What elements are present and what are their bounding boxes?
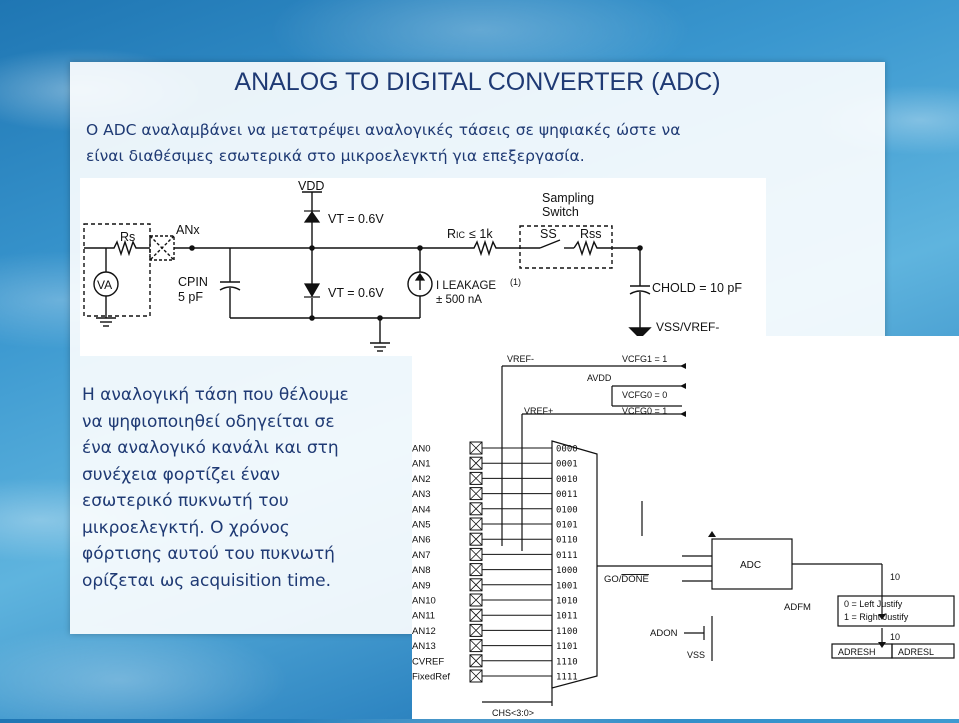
- mux-code-label: 1111: [556, 672, 578, 683]
- adresl-label: ADRESL: [898, 647, 935, 657]
- channel-pin-cross: [470, 548, 482, 560]
- vt-top-label: VT = 0.6V: [328, 212, 384, 226]
- intro-paragraph: [86, 117, 866, 169]
- mux-code-label: 0101: [556, 520, 578, 531]
- ric-value: ≤ 1k: [469, 227, 493, 241]
- mux-code-label: 0000: [556, 444, 578, 455]
- channel-label: AN4: [412, 504, 431, 516]
- go-label: GO/: [604, 574, 622, 585]
- adon-label: ADON: [650, 628, 678, 639]
- chold-label: CHOLD = 10 pF: [652, 281, 742, 295]
- channel-pin-cross: [470, 579, 482, 591]
- leakage-note: (1): [510, 277, 521, 287]
- channel-pin-cross: [470, 518, 482, 530]
- vss-label: VSS/VREF-: [656, 320, 720, 334]
- ric-label: R: [447, 227, 457, 241]
- slide-title: ANALOG TO DIGITAL CONVERTER (ADC): [234, 68, 721, 96]
- mux-code-label: 1010: [556, 596, 578, 607]
- cpin-label: CPIN: [178, 275, 208, 289]
- channel-pin-cross: [470, 609, 482, 621]
- body-line: συνέχεια φορτίζει έναν: [82, 464, 281, 485]
- vss-label-adc: VSS: [687, 650, 706, 660]
- adc-block-diagram: [412, 336, 959, 719]
- vcfg0-b-label: VCFG0 = 1: [622, 406, 668, 416]
- channel-pin-cross: [470, 624, 482, 636]
- right-justify-label: 1 = Right Justify: [844, 612, 909, 622]
- channel-label: AN10: [412, 595, 436, 607]
- channel-label: AN1: [412, 458, 431, 470]
- mux-code-label: 1001: [556, 581, 578, 592]
- channel-pin-cross: [470, 503, 482, 515]
- left-justify-label: 0 = Left Justify: [844, 599, 903, 609]
- channel-pin-cross: [470, 457, 482, 469]
- channel-pin-cross: [470, 472, 482, 484]
- switch-label: Switch: [542, 205, 579, 219]
- channel-pin-cross: [470, 655, 482, 667]
- done-label: DONE: [621, 574, 649, 585]
- mux-code-label: 1110: [556, 657, 578, 668]
- channel-label: AN0: [412, 443, 431, 455]
- rs-label: Rs: [120, 230, 136, 244]
- body-line: να ψηφιοποιηθεί οδηγείται σε: [82, 411, 335, 432]
- channel-pin-cross: [470, 533, 482, 545]
- channel-label: AN11: [412, 610, 436, 622]
- channel-label: AN8: [412, 565, 431, 577]
- body-line: μικροελεγκτή. Ο χρόνος: [82, 517, 290, 538]
- body-line: φόρτισης αυτού του πυκνωτή: [82, 544, 335, 564]
- mux-code-label: 1011: [556, 611, 578, 622]
- anx-label: ANx: [176, 223, 200, 237]
- channel-pin-cross: [470, 640, 482, 652]
- channel-label: AN2: [412, 473, 431, 485]
- channel-label: AN3: [412, 489, 431, 501]
- channel-label: AN9: [412, 580, 431, 592]
- svg-text:GO/DONE: [604, 574, 649, 585]
- vcfg1-label: VCFG1 = 1: [622, 354, 668, 364]
- mux-code-label: 0111: [556, 550, 578, 561]
- rss-label: Rss: [580, 227, 602, 241]
- channel-label: AN12: [412, 625, 436, 637]
- leakage-value: ± 500 nA: [436, 294, 482, 306]
- mux-code-label: 0001: [556, 459, 578, 470]
- adc-label: ADC: [740, 560, 762, 571]
- channel-pin-cross: [470, 488, 482, 500]
- channel-label: AN5: [412, 519, 431, 531]
- chs-label: CHS<3:0>: [492, 708, 535, 718]
- intro-line: Ο ADC αναλαμβάνει να μετατρέψει αναλογικές τάσεις σε ψηφιακές ώστε να: [86, 121, 681, 139]
- ric-subscript: IC: [456, 230, 466, 240]
- channel-pin-cross: [470, 442, 482, 454]
- channel-label: AN13: [412, 641, 436, 653]
- channel-label: AN6: [412, 534, 431, 546]
- vref-minus-label: VREF-: [507, 354, 534, 364]
- intro-line: είναι διαθέσιμες εσωτερικά στο μικροελεγκτή για επεξεργασία.: [86, 147, 585, 165]
- bits-bottom-label: 10: [890, 632, 901, 642]
- cpin-value: 5 pF: [178, 290, 204, 304]
- body-line: Η αναλογική τάση που θέλουμε: [82, 385, 349, 405]
- bits-top-label: 10: [890, 572, 901, 582]
- mux-code-label: 0110: [556, 535, 578, 546]
- channel-label: AN7: [412, 549, 431, 561]
- mux-code-label: 0010: [556, 474, 578, 485]
- channel-pin-cross: [470, 564, 482, 576]
- channel-label: CVREF: [412, 656, 445, 668]
- va-label: VA: [97, 278, 113, 292]
- adfm-label: ADFM: [784, 602, 811, 613]
- mux-code-label: 1100: [556, 626, 578, 637]
- vcfg0-a-label: VCFG0 = 0: [622, 390, 668, 400]
- channel-label: FixedRef: [412, 671, 451, 683]
- sampling-label: Sampling: [542, 191, 595, 205]
- ss-label: SS: [540, 227, 557, 241]
- channel-pin-cross: [470, 594, 482, 606]
- adresh-label: ADRESH: [838, 647, 876, 657]
- leakage-label: I LEAKAGE: [436, 280, 497, 292]
- channel-pin-cross: [470, 670, 482, 682]
- body-line: εσωτερικό πυκνωτή του: [82, 491, 289, 511]
- vdd-label: VDD: [298, 179, 325, 193]
- mux-code-label: 0100: [556, 505, 578, 516]
- mux-code-label: 0011: [556, 490, 578, 501]
- mux-code-label: 1101: [556, 642, 578, 653]
- svg-text:RIC≤ 1k: [447, 227, 493, 241]
- vref-plus-label: VREF+: [524, 406, 554, 416]
- mux-code-label: 1000: [556, 566, 578, 577]
- vt-bottom-label: VT = 0.6V: [328, 286, 384, 300]
- avdd-label: AVDD: [587, 373, 612, 383]
- body-line: ένα αναλογικό κανάλι και στη: [82, 438, 339, 458]
- sampling-circuit-diagram: [80, 178, 766, 356]
- body-paragraph: [82, 382, 412, 594]
- body-line: ορίζεται ως acquisition time.: [82, 570, 332, 591]
